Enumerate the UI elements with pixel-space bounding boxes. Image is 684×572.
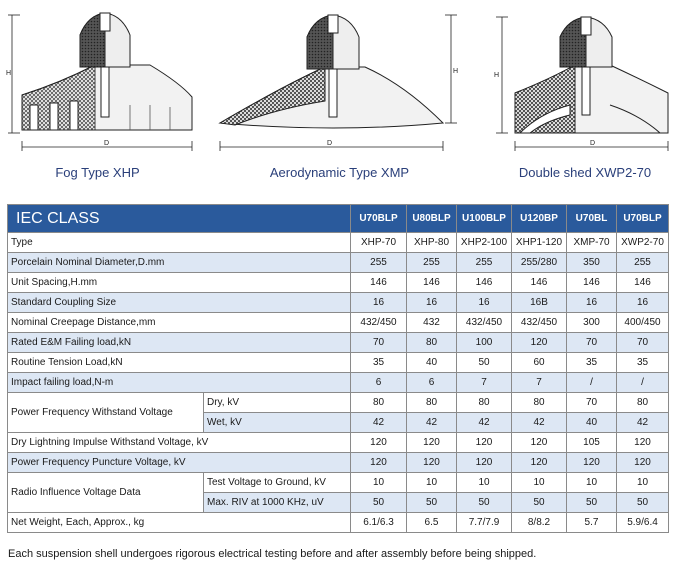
cell: XHP2-100 — [457, 233, 512, 253]
h-dim-label: H — [6, 70, 12, 77]
cell: 120 — [407, 453, 457, 473]
cell: 50 — [567, 493, 617, 513]
cell: 146 — [617, 273, 669, 293]
cell: 60 — [512, 353, 567, 373]
cell: 42 — [512, 413, 567, 433]
cell: 146 — [351, 273, 407, 293]
row-label: Power Frequency Puncture Voltage, kV — [8, 453, 351, 473]
cell: 16 — [457, 293, 512, 313]
cell: / — [617, 373, 669, 393]
cell: 16 — [407, 293, 457, 313]
cell: / — [567, 373, 617, 393]
cell: 120 — [351, 433, 407, 453]
cell: 16 — [351, 293, 407, 313]
cell: 432/450 — [457, 313, 512, 333]
cell: 80 — [457, 393, 512, 413]
cell: XHP-70 — [351, 233, 407, 253]
cell: 10 — [617, 473, 669, 493]
cell: XHP-80 — [407, 233, 457, 253]
cell: 70 — [567, 333, 617, 353]
cell: 42 — [457, 413, 512, 433]
footer-note: Each suspension shell undergoes rigorous electrical testing before and after assembly before being shipped. — [8, 548, 537, 560]
cell: XMP-70 — [567, 233, 617, 253]
cell: 7.7/7.9 — [457, 513, 512, 533]
cell: 16 — [567, 293, 617, 313]
row-label: Type — [8, 233, 351, 253]
cell: 120 — [512, 453, 567, 473]
cell: 42 — [617, 413, 669, 433]
row-label: Rated E&M Failing load,kN — [8, 333, 351, 353]
double-shed-xwp2-drawing — [490, 5, 680, 155]
cell: 16B — [512, 293, 567, 313]
cell: 35 — [617, 353, 669, 373]
cell: 50 — [457, 493, 512, 513]
cell: 255 — [457, 253, 512, 273]
figures-area — [0, 0, 684, 195]
d-dim-label: D — [104, 140, 110, 147]
cell: 255 — [407, 253, 457, 273]
cell: 5.7 — [567, 513, 617, 533]
cell: 40 — [567, 413, 617, 433]
cell: 6 — [351, 373, 407, 393]
cell: XHP1-120 — [512, 233, 567, 253]
table-header-row — [8, 205, 669, 233]
cell: 432/450 — [512, 313, 567, 333]
cell: 35 — [351, 353, 407, 373]
cell: 16 — [617, 293, 669, 313]
aerodynamic-type-xmp-drawing — [215, 5, 465, 155]
cell: 120 — [567, 453, 617, 473]
cell: 80 — [617, 393, 669, 413]
aerodynamic-type-caption: Aerodynamic Type XMP — [269, 165, 410, 180]
iec-class-spec-table — [7, 204, 669, 533]
table-row-pf-dry — [8, 393, 669, 413]
cell: 255 — [617, 253, 669, 273]
cell: 7 — [457, 373, 512, 393]
cell: 120 — [617, 453, 669, 473]
cell: 400/450 — [617, 313, 669, 333]
cell: 100 — [457, 333, 512, 353]
cell: 80 — [351, 393, 407, 413]
cell: 120 — [617, 433, 669, 453]
row-sublabel: Wet, kV — [204, 413, 351, 433]
cell: 35 — [567, 353, 617, 373]
cell: 432 — [407, 313, 457, 333]
table-row — [8, 433, 669, 453]
row-sublabel: Dry, kV — [204, 393, 351, 413]
table-row — [8, 293, 669, 313]
cell: 120 — [351, 453, 407, 473]
table-row-radio-test — [8, 473, 669, 493]
row-label: Nominal Creepage Distance,mm — [8, 313, 351, 333]
cell: 50 — [457, 353, 512, 373]
row-label: Net Weight, Each, Approx., kg — [8, 513, 351, 533]
cell: 105 — [567, 433, 617, 453]
table-row — [8, 453, 669, 473]
cell: 350 — [567, 253, 617, 273]
column-header: U70BLP — [351, 205, 407, 233]
cell: 6 — [407, 373, 457, 393]
column-header: U80BLP — [407, 205, 457, 233]
cell: 7 — [512, 373, 567, 393]
row-label: Dry Lightning Impulse Withstand Voltage, kV — [8, 433, 351, 453]
cell: 8/8.2 — [512, 513, 567, 533]
cell: 146 — [512, 273, 567, 293]
column-header: U120BP — [512, 205, 567, 233]
cell: 40 — [407, 353, 457, 373]
row-sublabel: Max. RIV at 1000 KHz, uV — [204, 493, 351, 513]
row-sublabel: Test Voltage to Ground, kV — [204, 473, 351, 493]
row-label: Power Frequency Withstand Voltage — [8, 393, 204, 433]
cell: 146 — [457, 273, 512, 293]
cell: 10 — [512, 473, 567, 493]
cell: 146 — [407, 273, 457, 293]
column-header: U70BLP — [617, 205, 669, 233]
cell: 255 — [351, 253, 407, 273]
cell: 120 — [512, 333, 567, 353]
row-label: Routine Tension Load,kN — [8, 353, 351, 373]
row-label: Standard Coupling Size — [8, 293, 351, 313]
cell: 70 — [567, 393, 617, 413]
fog-type-xhp-drawing — [0, 5, 200, 155]
cell: 50 — [512, 493, 567, 513]
cell: 80 — [407, 393, 457, 413]
cell: 432/450 — [351, 313, 407, 333]
table-row — [8, 353, 669, 373]
cell: 6.1/6.3 — [351, 513, 407, 533]
cell: 10 — [457, 473, 512, 493]
column-header: U100BLP — [457, 205, 512, 233]
cell: 50 — [617, 493, 669, 513]
row-label: Porcelain Nominal Diameter,D.mm — [8, 253, 351, 273]
cell: 5.9/6.4 — [617, 513, 669, 533]
cell: 80 — [407, 333, 457, 353]
table-title: IEC CLASS — [8, 205, 351, 233]
cell: 10 — [567, 473, 617, 493]
table-row — [8, 253, 669, 273]
row-label: Unit Spacing,H.mm — [8, 273, 351, 293]
cell: 50 — [351, 493, 407, 513]
cell: 70 — [351, 333, 407, 353]
cell: 50 — [407, 493, 457, 513]
d-dim-label: D — [327, 140, 333, 147]
column-header: U70BL — [567, 205, 617, 233]
cell: 6.5 — [407, 513, 457, 533]
double-shed-caption: Double shed XWP2-70 — [518, 165, 652, 180]
h-dim-label: H — [494, 72, 500, 79]
cell: 120 — [457, 453, 512, 473]
cell: 70 — [617, 333, 669, 353]
cell: 120 — [407, 433, 457, 453]
row-label: Radio Influence Voltage Data — [8, 473, 204, 513]
row-label: Impact failing load,N-m — [8, 373, 351, 393]
d-dim-label: D — [590, 140, 596, 147]
cell: 10 — [407, 473, 457, 493]
cell: 10 — [351, 473, 407, 493]
cell: 120 — [512, 433, 567, 453]
table-row — [8, 373, 669, 393]
h-dim-label: H — [453, 68, 459, 75]
cell: 146 — [567, 273, 617, 293]
cell: 255/280 — [512, 253, 567, 273]
table-row — [8, 333, 669, 353]
cell: 120 — [457, 433, 512, 453]
table-row — [8, 513, 669, 533]
cell: XWP2-70 — [617, 233, 669, 253]
cell: 42 — [407, 413, 457, 433]
cell: 300 — [567, 313, 617, 333]
table-row — [8, 233, 669, 253]
table-row — [8, 273, 669, 293]
cell: 80 — [512, 393, 567, 413]
table-row — [8, 313, 669, 333]
cell: 42 — [351, 413, 407, 433]
fog-type-caption: Fog Type XHP — [55, 165, 140, 180]
